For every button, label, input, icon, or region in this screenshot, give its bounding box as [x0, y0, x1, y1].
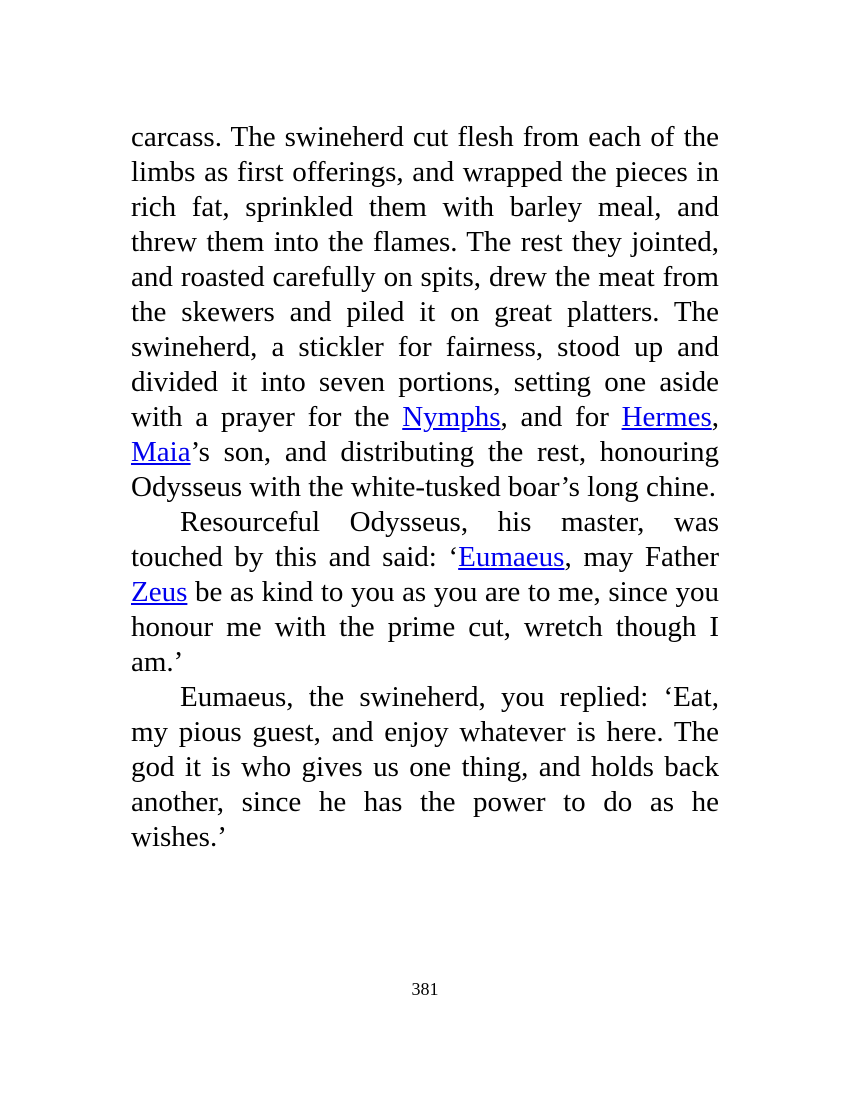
paragraph-3: [131, 680, 719, 855]
paragraph-text: Resourceful Odysseus, his master, was touched by this and said: ‘: [131, 506, 719, 573]
paragraph-text: , may Father: [564, 541, 719, 573]
paragraph-text: carcass. The swineherd cut flesh from each of the limbs as first offerings, and wrapped the pieces in rich fat, sprinkled them with barley meal, and threw them into the flames. The rest they jointed, and roasted carefully on spits, drew the meat from the skewers and piled it on great platters. The swineherd, a stickler for fairness, stood up and divided it into seven portions, setting one aside with a prayer for the: [131, 121, 719, 433]
page-body: [131, 120, 719, 855]
link-maia[interactable]: Maia: [131, 436, 191, 468]
page-number: 381: [411, 979, 439, 999]
link-nymphs[interactable]: Nymphs: [402, 401, 501, 433]
paragraph-2: [131, 505, 719, 680]
link-hermes[interactable]: Hermes: [621, 401, 712, 433]
paragraph-text: ’s son, and distributing the rest, honouring Odysseus with the white-tusked boar’s long chine.: [131, 436, 719, 503]
paragraph-1: [131, 120, 719, 505]
link-eumaeus[interactable]: Eumaeus: [458, 541, 565, 573]
paragraph-text: ,: [711, 401, 720, 433]
paragraph-text: be as kind to you as you are to me, since you honour me with the prime cut, wretch though I am.’: [131, 576, 719, 678]
paragraph-text: Eumaeus, the swineherd, you replied: ‘Eat, my pious guest, and enjoy whatever is here. The god it is who gives us one thing, and holds back another, since he has the power to do as he wishes.’: [131, 681, 719, 853]
paragraph-text: , and for: [500, 401, 622, 433]
link-zeus[interactable]: Zeus: [131, 576, 188, 608]
